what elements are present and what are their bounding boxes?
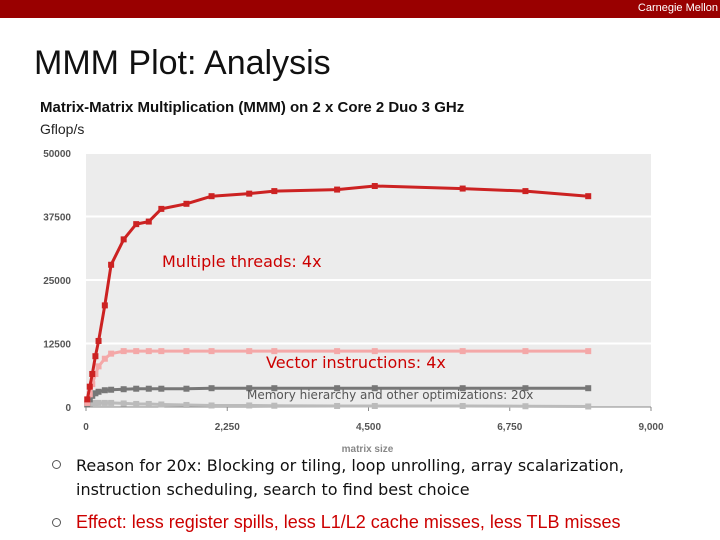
bullet-text: Reason for 20x: Blocking or tiling, loop unrolling, array scalarization, instruction scheduling, search to find best choice [76, 456, 624, 499]
data-point [585, 385, 591, 391]
bullet-item [52, 454, 712, 502]
data-point [121, 386, 127, 392]
data-point [460, 348, 466, 354]
data-point [121, 348, 127, 354]
x-tick-label: 4,500 [355, 422, 382, 433]
data-point [121, 400, 127, 406]
data-point [133, 221, 139, 227]
data-point [87, 384, 93, 390]
data-point [158, 206, 164, 212]
data-point [108, 387, 114, 393]
annotation-memory: Memory hierarchy and other optimizations: 20x [247, 388, 534, 402]
data-point [183, 348, 189, 354]
y-tick-label: 50000 [43, 149, 71, 160]
data-point [460, 186, 466, 192]
y-tick-label: 12500 [43, 339, 71, 351]
data-point [334, 403, 340, 409]
data-point [102, 400, 108, 406]
data-point [121, 236, 127, 242]
data-point [209, 193, 215, 199]
data-point [246, 402, 252, 408]
data-point [460, 403, 466, 409]
y-tick-label: 37500 [43, 212, 71, 224]
annotation-threads: Multiple threads: 4x [162, 252, 322, 271]
data-point [246, 191, 252, 197]
brand-label: Carnegie Mellon [637, 2, 718, 14]
data-point [158, 401, 164, 407]
data-point [246, 348, 252, 354]
data-point [89, 371, 95, 377]
data-point [146, 348, 152, 354]
x-tick-label: 9,000 [638, 422, 664, 433]
data-point [158, 386, 164, 392]
data-point [96, 338, 102, 344]
data-point [146, 401, 152, 407]
data-point [96, 389, 102, 395]
bullet-marker [52, 518, 61, 527]
x-tick-label: 6,750 [497, 422, 523, 433]
data-point [133, 401, 139, 407]
data-point [522, 188, 528, 194]
data-point [102, 356, 108, 362]
data-point [108, 351, 114, 357]
data-point [522, 403, 528, 409]
data-point [92, 353, 98, 359]
data-point [96, 400, 102, 406]
data-point [271, 188, 277, 194]
chart-title: Matrix-Matrix Multiplication (MMM) on 2 x Core 2 Duo 3 GHz [40, 99, 465, 116]
data-point [209, 402, 215, 408]
data-point [209, 385, 215, 391]
data-point [146, 219, 152, 225]
data-point [108, 262, 114, 268]
data-point [108, 400, 114, 406]
data-point [183, 402, 189, 408]
data-point [372, 183, 378, 189]
x-axis-label: matrix size [341, 444, 394, 455]
bullet-marker [52, 460, 61, 469]
data-point [372, 403, 378, 409]
y-axis-label: Gflop/s [40, 121, 85, 137]
bullet-item [52, 510, 712, 534]
bullet-list [52, 454, 712, 534]
data-point [96, 363, 102, 369]
data-point [102, 302, 108, 308]
data-point [585, 348, 591, 354]
y-tick-label: 0 [65, 403, 71, 414]
data-point [522, 348, 528, 354]
data-point [102, 387, 108, 393]
data-point [133, 348, 139, 354]
annotation-vector: Vector instructions: 4x [266, 353, 446, 372]
data-point [585, 193, 591, 199]
slide-title: MMM Plot: Analysis [34, 44, 331, 82]
data-point [158, 348, 164, 354]
data-point [146, 386, 152, 392]
data-point [585, 403, 591, 409]
data-point [271, 403, 277, 409]
data-point [183, 386, 189, 392]
y-tick-label: 25000 [43, 276, 71, 287]
data-point [133, 386, 139, 392]
data-point [84, 396, 90, 402]
x-tick-label: 2,250 [214, 422, 240, 433]
x-tick-label: 0 [83, 422, 89, 433]
data-point [334, 187, 340, 193]
bullet-text: Effect: less register spills, less L1/L2 cache misses, less TLB misses [76, 512, 621, 532]
data-point [209, 348, 215, 354]
data-point [183, 201, 189, 207]
